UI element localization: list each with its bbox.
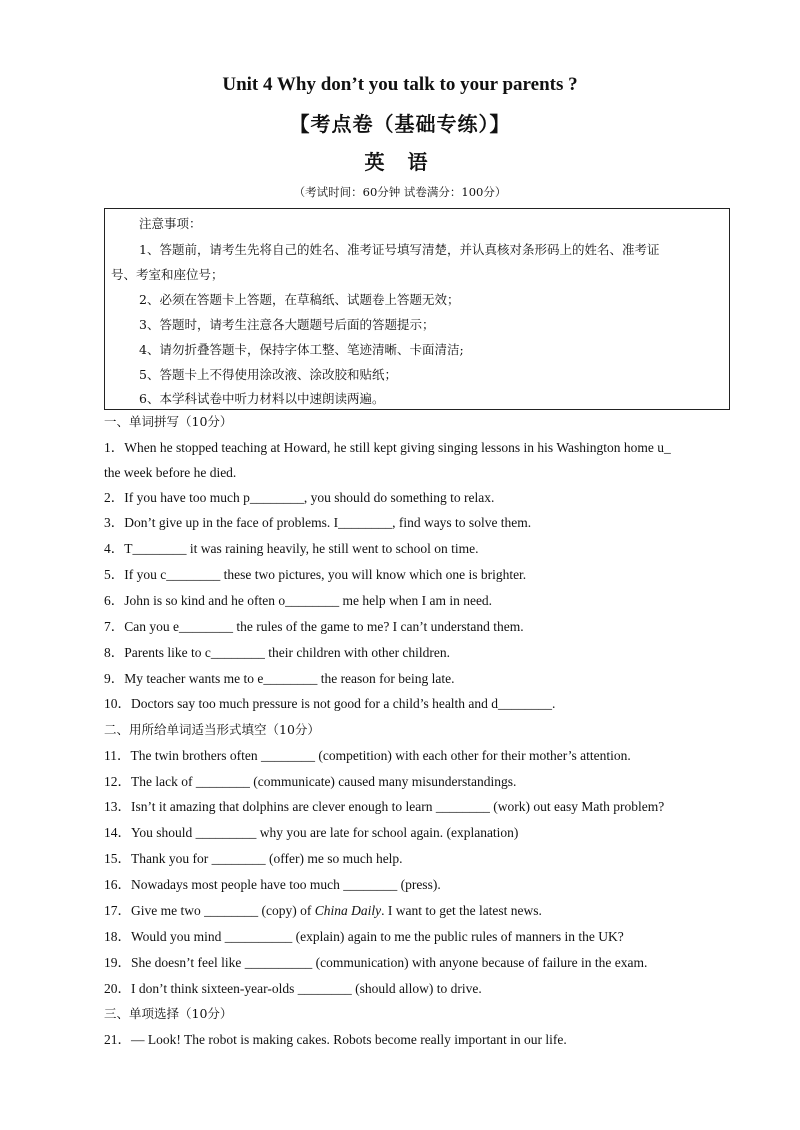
- notice-item-1-cont: 号、考室和座位号；: [111, 267, 224, 282]
- question-7: 7．Can you e________ the rules of the game to me? I can’t understand them.: [104, 619, 524, 634]
- question-19: 19．She doesn’t feel like __________ (communication) with anyone because of failure in the exam.: [104, 955, 648, 970]
- question-13: 13．Isn’t it amazing that dolphins are clever enough to learn ________ (work) out easy Math problem?: [104, 799, 665, 814]
- question-4: 4．T________ it was raining heavily, he still went to school on time.: [104, 541, 479, 556]
- question-2: 2．If you have too much p________, you should do something to relax.: [104, 490, 495, 505]
- notice-item-4: 4、请勿折叠答题卡，保持字体工整、笔迹清晰、卡面清洁;: [139, 342, 464, 357]
- question-11: 11．The twin brothers often ________ (competition) with each other for their mother’s attention.: [104, 748, 631, 763]
- notice-item-2: 2、必须在答题卡上答题，在草稿纸、试题卷上答题无效；: [139, 292, 460, 307]
- question-12: 12．The lack of ________ (communicate) caused many misunderstandings.: [104, 774, 517, 789]
- question-9: 9．My teacher wants me to e________ the reason for being late.: [104, 671, 455, 686]
- section-heading-3: 三、单项选择（10分）: [104, 1006, 233, 1021]
- question-14: 14．You should _________ why you are late for school again. (explanation): [104, 825, 519, 840]
- section-heading-2: 二、用所给单词适当形式填空（10分）: [104, 722, 320, 737]
- notice-item-1: 1、答题前，请考生先将自己的姓名、准考证号填写清楚，并认真核对条形码上的姓名、准考证: [139, 242, 660, 257]
- notice-heading: 注意事项：: [139, 216, 202, 231]
- question-17: [104, 902, 542, 920]
- question-21: 21．— Look! The robot is making cakes. Robots become really important in our life.: [104, 1032, 567, 1047]
- subject-heading: 英 语: [364, 150, 436, 174]
- question-16: 16．Nowadays most people have too much ________ (press).: [104, 877, 441, 892]
- question-20: 20．I don’t think sixteen-year-olds ________ (should allow) to drive.: [104, 981, 482, 996]
- notice-box: [104, 208, 730, 410]
- notice-item-6: 6、本学科试卷中听力材料以中速朗读两遍。: [139, 391, 385, 406]
- page-title: Unit 4 Why don’t you talk to your parents ?: [222, 74, 578, 95]
- notice-item-3: 3、答题时，请考生注意各大题题号后面的答题提示；: [139, 317, 435, 332]
- notice-item-5: 5、答题卡上不得使用涂改液、涂改胶和贴纸；: [139, 367, 397, 382]
- question-3: 3．Don’t give up in the face of problems. I________, find ways to solve them.: [104, 515, 532, 530]
- question-1: 1．When he stopped teaching at Howard, he still kept giving singing lessons in his Washington home u_: [104, 440, 671, 455]
- question-17-italic: China Daily: [314, 903, 382, 918]
- question-1-cont: the week before he died.: [104, 465, 237, 480]
- question-15: 15．Thank you for ________ (offer) me so much help.: [104, 851, 403, 866]
- question-10: 10．Doctors say too much pressure is not good for a child’s health and d________.: [104, 696, 556, 711]
- question-18: 18．Would you mind __________ (explain) again to me the public rules of manners in the UK?: [104, 929, 624, 944]
- question-8: 8．Parents like to c________ their children with other children.: [104, 645, 451, 660]
- question-5: 5．If you c________ these two pictures, you will know which one is brighter.: [104, 567, 527, 582]
- question-17-text-b: . I want to get the latest news.: [381, 903, 542, 918]
- question-6: 6．John is so kind and he often o________ me help when I am in need.: [104, 593, 493, 608]
- exam-info: （考试时间：60分钟 试卷满分：100分）: [293, 185, 507, 199]
- section-heading-1: 一、单词拼写（10分）: [104, 414, 233, 429]
- page-subtitle: 【考点卷（基础专练）】: [289, 112, 511, 136]
- question-17-text-a: 17．Give me two ________ (copy) of: [104, 903, 315, 918]
